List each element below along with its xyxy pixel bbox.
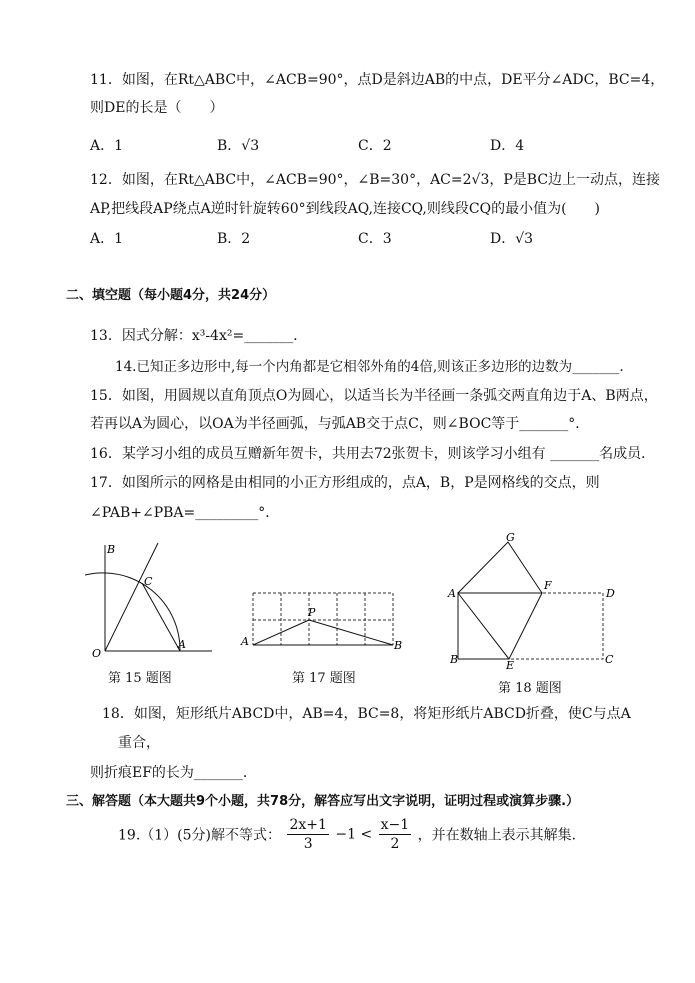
q19-operator: −1 < <box>335 826 373 843</box>
fig15-arc <box>85 573 180 651</box>
q11-line1: 11．如图，在Rt△ABC中，∠ACB=90°，点D是斜边AB的中点，DE平分∠ADC，BC=4， <box>90 72 665 88</box>
fig18-rectangle <box>458 593 603 659</box>
q19-fraction-1-denominator: 3 <box>303 836 313 852</box>
fig18-label-a: A <box>448 587 456 600</box>
fig18-label-c: C <box>605 653 614 666</box>
fig17-segment-pb <box>309 620 393 645</box>
fig18-label-d: D <box>606 587 615 600</box>
q16-text: 16．某学习小组的成员互赠新年贺卡，共用去72张贺卡，则该学习小组有 _______名成员． <box>90 446 656 462</box>
q19-fraction-2-numerator: x−1 <box>380 817 410 833</box>
q19-fraction-2-denominator: 2 <box>390 836 400 852</box>
figure-17 <box>238 585 408 655</box>
q19-text <box>118 816 586 853</box>
fig18-folded-part <box>458 542 542 593</box>
fig18-triangle-aef <box>458 593 542 659</box>
fig15-label-a: A <box>178 638 186 651</box>
q15-line2: 若再以A为圆心，以OA为半径画弧，与弧AB交于点C，则∠BOC等于_______°． <box>90 416 590 432</box>
fig17-label-a: A <box>241 635 249 648</box>
fig18-label-f: F <box>544 579 552 592</box>
q14-text: 14.已知正多边形中,每一个内角都是它相邻外角的4倍,则该正多边形的边数为_______. <box>115 359 624 375</box>
fig18-label-g: G <box>506 531 515 544</box>
fig15-label-c: C <box>144 575 153 588</box>
q13-text: 13．因式分解：x³-4x²=_______． <box>90 328 308 344</box>
q11-options <box>90 135 610 155</box>
section2-heading: 二、填空题（每小题4分，共24分） <box>66 288 276 303</box>
fig15-arc-ca <box>142 583 180 651</box>
q12-line1: 12．如图，在Rt△ABC中，∠ACB=90°，∠B=30°，AC=2√3，P是BC边上一动点，连接 <box>90 172 661 188</box>
q19-suffix: ，并在数轴上表示其解集． <box>417 827 586 844</box>
q19-fraction-1 <box>287 816 328 853</box>
fig17-grid <box>253 593 393 645</box>
q12-option-d: D．√3 <box>490 231 534 247</box>
figure-18 <box>440 530 620 670</box>
q19-fraction-1-numerator: 2x+1 <box>289 817 327 833</box>
fig15-label-o: O <box>92 647 102 660</box>
q12-options <box>90 228 610 248</box>
q11-option-b: B．√3 <box>217 138 260 154</box>
fig17-caption: 第 17 题图 <box>292 671 356 686</box>
q12-option-a: A．1 <box>90 231 124 247</box>
fig17-label-b: B <box>394 639 403 652</box>
fig15-caption: 第 15 题图 <box>108 671 172 686</box>
q18-line2: 重合， <box>118 735 160 751</box>
q15-line1: 15．如图，用圆规以直角顶点O为圆心，以适当长为半径画一条弧交两直角边于A、B两点， <box>90 388 658 404</box>
q12-option-c: C．3 <box>358 231 392 247</box>
q17-line2: ∠PAB+∠PBA=_________°． <box>90 505 280 521</box>
fig18-caption: 第 18 题图 <box>498 681 562 696</box>
q11-option-d: D．4 <box>490 138 525 154</box>
q11-option-a: A．1 <box>90 138 124 154</box>
fig17-label-p: P <box>308 606 316 619</box>
q11-line2: 则DE的长是（ ） <box>90 100 224 116</box>
fig18-label-b: B <box>450 653 459 666</box>
q11-option-c: C．2 <box>358 138 392 154</box>
fig15-label-b: B <box>107 543 116 556</box>
section3-heading: 三、解答题（本大题共9个小题，共78分，解答应写出文字说明，证明过程或演算步骤.） <box>66 794 580 809</box>
q18-line3: 则折痕EF的长为_______． <box>90 765 257 781</box>
q12-line2: AP,把线段AP绕点A逆时针旋转60°到线段AQ,连接CQ,则线段CQ的最小值为( ) <box>90 201 600 217</box>
q17-line1: 17．如图所示的网格是由相同的小正方形组成的，点A，B，P是网格线的交点，则 <box>90 475 600 491</box>
figure-15 <box>80 535 220 665</box>
q19-fraction-2 <box>379 816 412 853</box>
q19-prefix: 19.（1）(5分)解不等式： <box>118 827 282 844</box>
q18-line1: 18．如图，矩形纸片ABCD中，AB=4，BC=8，将矩形纸片ABCD折叠，使C与点A <box>102 706 631 722</box>
q12-option-b: B．2 <box>217 231 251 247</box>
fig18-label-e: E <box>506 659 515 670</box>
